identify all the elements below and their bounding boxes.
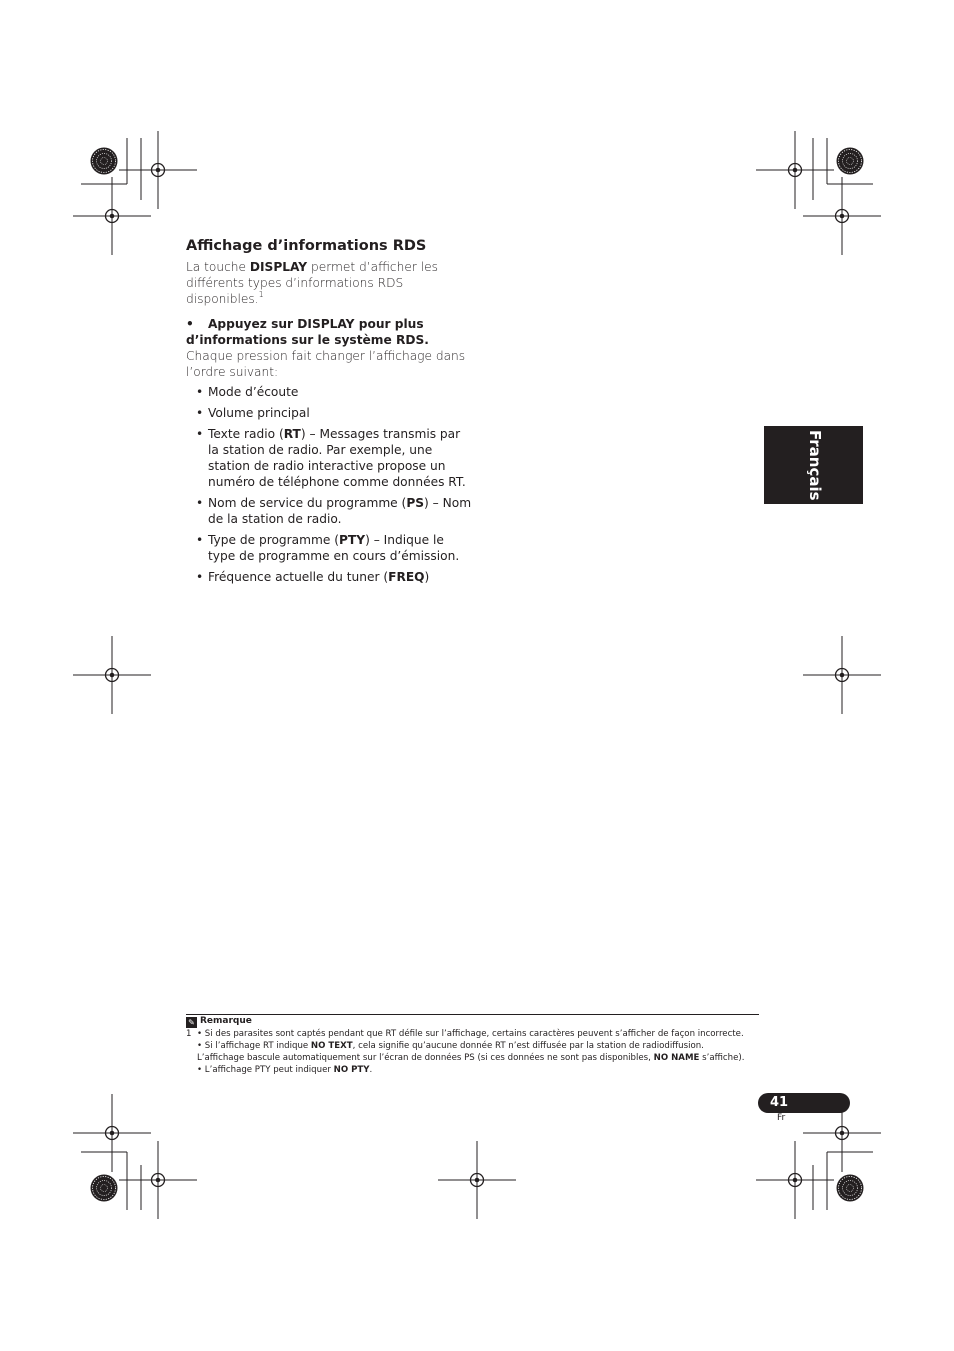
note-title: Remarque (200, 1016, 252, 1026)
footnote-ref: 1 (258, 290, 264, 299)
list-item: • Texte radio (RT) – Messages transmis par la station de radio. Par exemple, une station de radio interactive propose un numéro de téléphone comme données RT. (194, 426, 472, 490)
intro-text: La touche (186, 260, 250, 274)
middle-marks (73, 636, 881, 714)
note-line-2: • Si l’affichage RT indique NO TEXT, cela signifie qu’aucune donnée RT n’est diffusée par la station de radiodiffusion. (197, 1041, 704, 1051)
bottom-left-marks (73, 1094, 197, 1219)
list-item: • Mode d’écoute (194, 384, 472, 400)
note-line-3: L’affichage bascule automatiquement sur l’écran de données PS (si ces données ne sont pas disponibles, NO NAME s’affiche). (197, 1053, 745, 1063)
step-text: Appuyez sur DISPLAY pour plus d’informations sur le système RDS. (186, 317, 429, 347)
list-item: • Volume principal (194, 405, 472, 421)
top-right-marks (756, 131, 881, 255)
intro-text-cont: permet d’afficher les différents types d’informations RDS disponibles. (186, 260, 438, 306)
pty-key: PTY (339, 533, 366, 547)
rt-key: RT (283, 427, 301, 441)
bottom-center-mark (438, 1141, 516, 1219)
no-pty-key: NO PTY (333, 1065, 370, 1075)
note-number: 1 (186, 1029, 192, 1039)
step-bullet: • (186, 317, 194, 331)
page-number: 41 (770, 1095, 789, 1110)
note-divider (186, 1014, 759, 1015)
page-number-badge (758, 1093, 850, 1113)
list-item: • Type de programme (PTY) – Indique le type de programme en cours d’émission. (194, 532, 472, 564)
page-language-code: Fr (777, 1113, 786, 1123)
list-item: • Fréquence actuelle du tuner (FREQ) (194, 569, 472, 585)
section-heading: Affichage d’informations RDS (186, 238, 427, 254)
intro-paragraph (186, 259, 471, 307)
list-item: • Nom de service du programme (PS) – Nom de la station de radio. (194, 495, 472, 527)
freq-key: FREQ (388, 570, 425, 584)
note-pencil-icon: ✎ (186, 1017, 197, 1028)
step-instruction (186, 316, 476, 348)
step-description: Chaque pression fait changer l’affichage dans l’ordre suivant: (186, 349, 466, 379)
language-tab (764, 426, 863, 504)
ps-key: PS (406, 496, 425, 510)
no-text-key: NO TEXT (310, 1041, 353, 1051)
top-left-marks (73, 131, 197, 255)
language-tab-label: Français (806, 429, 824, 501)
display-key: DISPLAY (249, 260, 308, 274)
rds-display-list (194, 384, 472, 590)
note-line-1: 1 • Si des parasites sont captés pendant que RT défile sur l’affichage, certains caractères peuvent s’afficher de façon incorrecte. (186, 1029, 744, 1039)
no-name-key: NO NAME (653, 1053, 700, 1063)
note-line-4: • L’affichage PTY peut indiquer NO PTY. (197, 1065, 373, 1075)
